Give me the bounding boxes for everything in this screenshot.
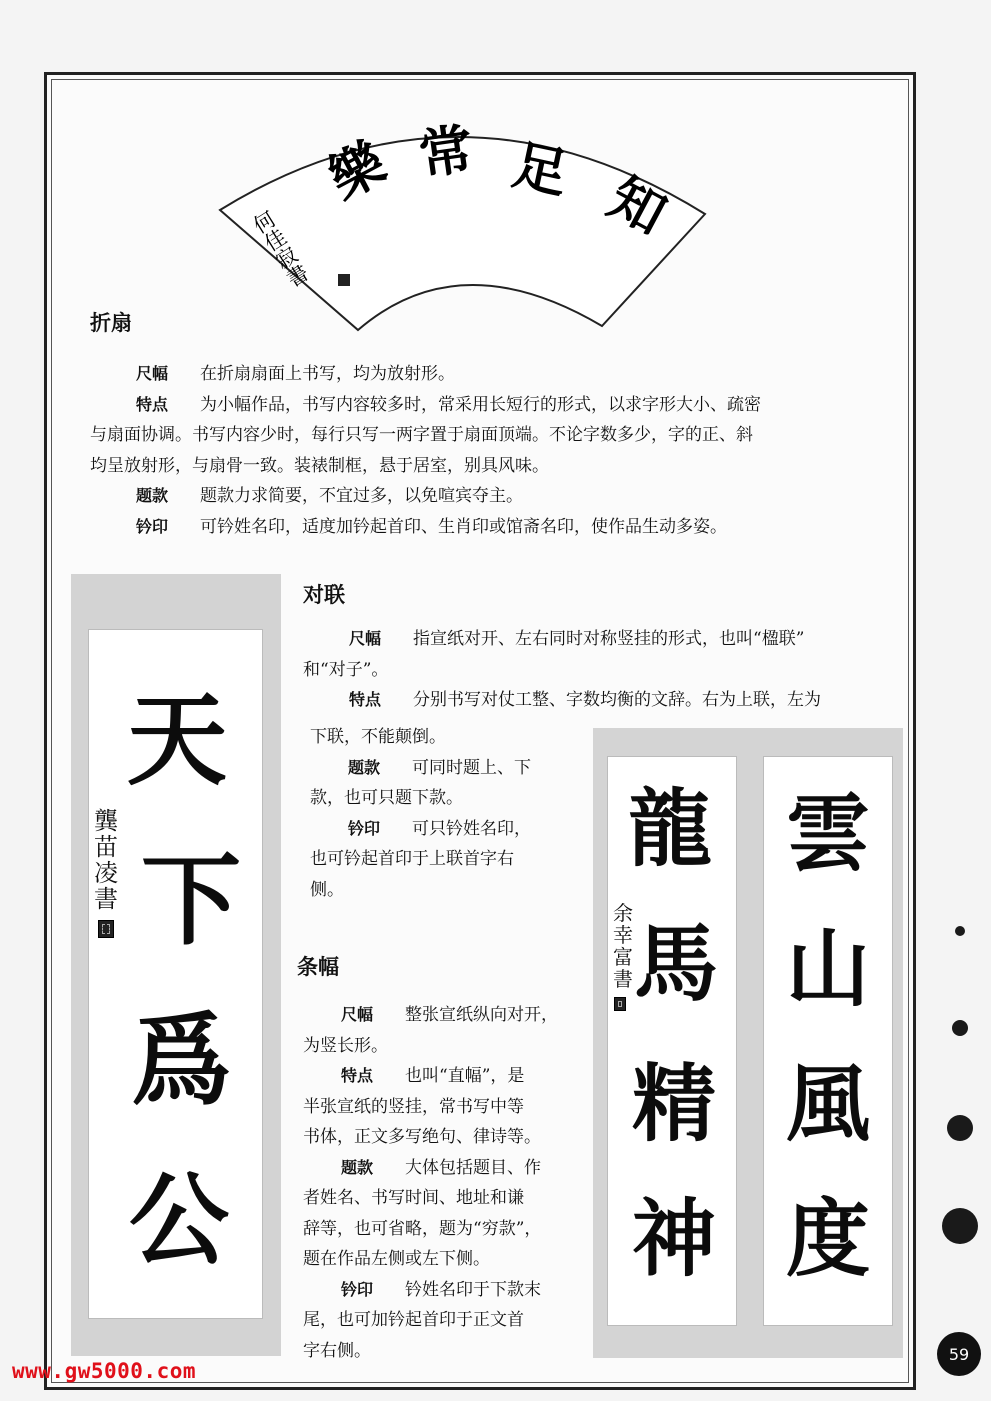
couplet-qianyin-line3: 侧。: [310, 879, 344, 900]
couplet-tikuan-line2: 款，也可只题下款。: [310, 788, 463, 808]
couplet-term-tikuan: 题款: [348, 757, 381, 777]
couplet-qianyin-line2: 也可钤起首印于上联首字右: [310, 849, 514, 869]
scroll-tikuan-line1: 大体包括题目、作: [405, 1157, 542, 1178]
couplet-description-top: [303, 624, 913, 716]
term-qianyin: 钤印: [136, 516, 169, 536]
fan-signature: 何佳寂書: [247, 207, 313, 292]
scroll-term-tedian: 特点: [341, 1066, 374, 1085]
fan-tedian-line2: 与扇面协调。书写内容少时，每行只写一两字置于扇面顶端。不论字数多少，字的正、斜: [90, 425, 753, 445]
scroll-qianyin-line2: 尾，也可加钤起首印于正文首: [303, 1310, 524, 1330]
term-tedian: 特点: [136, 394, 169, 414]
scroll-seal-icon: [98, 920, 114, 938]
couplet-lower-char-1: 龍: [628, 779, 713, 878]
folding-fan-artwork: [210, 92, 715, 332]
couplet-lower-char-4: 神: [632, 1189, 717, 1288]
fan-tedian-line1: 为小幅作品，书写内容较多时，常采用长短行的形式，以求字形大小、疏密: [200, 394, 762, 415]
term-chifu: 尺幅: [136, 364, 169, 383]
scroll-chifu-line2: 为竖长形。: [303, 1035, 388, 1056]
decor-dot-2: [952, 1020, 968, 1036]
fan-chifu-text: 在折扇扇面上书写，均为放射形。: [200, 364, 456, 384]
scroll-tikuan-line3: 辞等，也可省略，题为“穷款”，: [303, 1218, 542, 1239]
couplet-upper-char-3: 風: [786, 1054, 871, 1153]
site-watermark: www.gw5000.com: [12, 1359, 197, 1383]
section-title-scroll: 条幅: [297, 955, 339, 979]
scroll-char-1: 天: [127, 681, 227, 799]
scroll-term-qianyin: 钤印: [341, 1279, 374, 1299]
scroll-qianyin-line1: 钤姓名印于下款末: [405, 1279, 542, 1300]
couplet-lower-strip: [607, 756, 737, 1326]
fan-char-3: 足: [507, 132, 574, 206]
couplet-tedian-line1: 分别书写对仗工整、字数均衡的文辞。右为上联，左为: [413, 690, 822, 710]
page-number: 59: [937, 1332, 981, 1376]
couplet-tedian-line2: 下联，不能颠倒。: [310, 727, 446, 747]
scroll-term-tikuan: 题款: [341, 1157, 374, 1177]
scroll-char-3: 爲: [131, 1001, 231, 1119]
fan-qianyin-text: 可钤姓名印，适度加钤起首印、生肖印或馆斋名印，使作品生动多姿。: [200, 516, 728, 537]
fan-seal-icon: [338, 274, 350, 286]
couplet-signature: 余 幸 富 書: [613, 901, 633, 991]
couplet-term-qianyin: 钤印: [348, 818, 381, 838]
couplet-lower-char-3: 精: [632, 1054, 717, 1153]
couplet-artwork: [593, 728, 903, 1358]
scroll-tikuan-line2: 者姓名、书写时间、地址和谦: [303, 1188, 524, 1208]
fan-char-2: 常: [414, 115, 478, 187]
couplet-description-bottom: [310, 722, 595, 905]
scroll-signature: 龔 苗 凌 書: [94, 807, 118, 913]
scroll-tikuan-line4: 题在作品左侧或左下侧。: [303, 1249, 490, 1269]
scroll-term-chifu: 尺幅: [341, 1005, 374, 1024]
scroll-paper: [88, 629, 263, 1319]
vertical-scroll-artwork: [71, 574, 281, 1356]
fan-tikuan-text: 题款力求简要，不宜过多，以免喧宾夺主。: [200, 486, 524, 506]
couplet-upper-char-1: 雲: [786, 784, 871, 883]
scroll-char-4: 公: [129, 1161, 229, 1279]
couplet-upper-strip: [763, 756, 893, 1326]
couplet-tikuan-line1: 可同时题上、下: [412, 757, 532, 778]
scroll-description: [303, 1000, 588, 1366]
couplet-chifu-line1: 指宣纸对开、左右同时对称竖挂的形式，也叫“楹联”: [413, 629, 805, 649]
couplet-upper-char-2: 山: [786, 919, 871, 1018]
decor-dot-3: [947, 1115, 973, 1141]
section-title-fan: 折扇: [90, 311, 132, 335]
scroll-qianyin-line3: 字右侧。: [303, 1340, 371, 1361]
couplet-qianyin-line1: 可只钤姓名印，: [412, 818, 532, 839]
couplet-term-tedian: 特点: [349, 690, 382, 709]
couplet-seal-icon: [614, 997, 626, 1011]
scroll-char-2: 下: [141, 841, 241, 959]
couplet-upper-char-4: 度: [786, 1189, 871, 1288]
scroll-tedian-line1: 也叫“直幅”，是: [405, 1066, 525, 1086]
decor-dot-4: [942, 1208, 978, 1244]
couplet-chifu-line2: 和“对子”。: [303, 659, 389, 680]
section-title-couplet: 对联: [303, 583, 345, 607]
scroll-chifu-line1: 整张宣纸纵向对开，: [405, 1005, 559, 1025]
fan-char-4: 知: [598, 164, 677, 247]
fan-description: [90, 359, 900, 542]
term-tikuan: 题款: [136, 486, 169, 505]
scroll-tedian-line2: 半张宣纸的竖挂，常书写中等: [303, 1096, 524, 1117]
decor-dot-1: [955, 926, 965, 936]
couplet-lower-char-2: 馬: [634, 914, 719, 1013]
couplet-term-chifu: 尺幅: [349, 629, 382, 648]
scroll-tedian-line3: 书体，正文多写绝句、律诗等。: [303, 1127, 541, 1147]
fan-char-1: 樂: [318, 129, 396, 212]
fan-tedian-line3: 均呈放射形，与扇骨一致。装裱制框，悬于居室，别具风味。: [90, 455, 549, 476]
